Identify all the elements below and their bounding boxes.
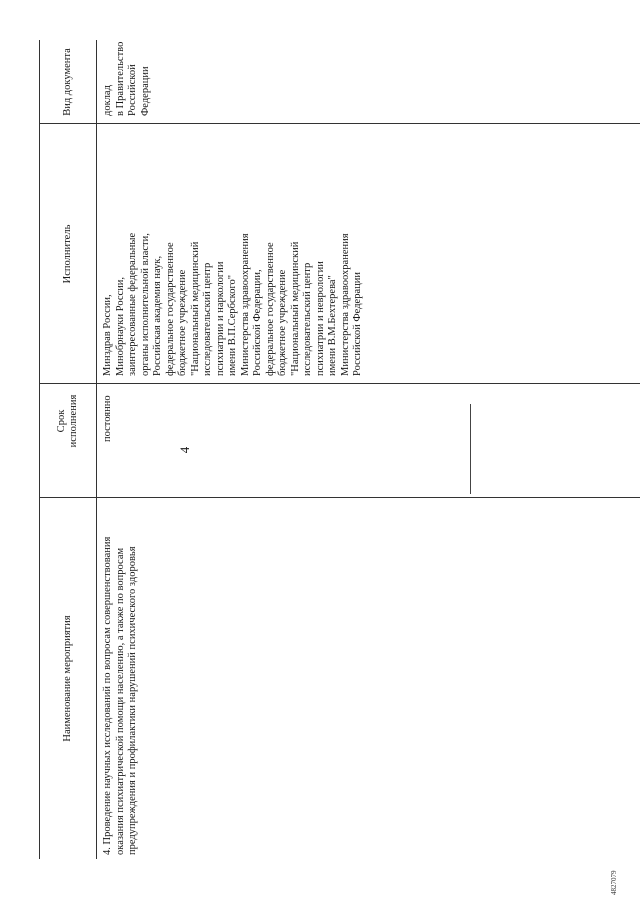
column-divider: [40, 123, 640, 124]
executor-line: имени В.М.Бехтерева": [327, 275, 338, 376]
executor-line: Российская академия наук,: [152, 255, 163, 376]
table-row-executor-cell: [102, 126, 365, 376]
name-line: оказания психиатрической помощи населению, а также по вопросам: [114, 547, 126, 855]
executor-line: Минздрав России,: [102, 294, 113, 376]
executor-line: органы исполнительной власти,: [139, 233, 151, 376]
header-name: Наименование мероприятия: [62, 615, 73, 742]
executor-line: психиатрии и наркологии: [214, 261, 226, 376]
executor-line: "Национальный медицинский: [189, 241, 201, 376]
name-line: предупреждения и профилактики нарушений психического здоровья: [127, 546, 138, 855]
header-doc-type: Вид документа: [62, 48, 73, 116]
executor-line: заинтересованные федеральные: [127, 232, 138, 376]
doc-type-line: Российской: [127, 64, 138, 116]
deadline-value: постоянно: [102, 395, 113, 442]
executor-line: Министерства здравоохранения: [239, 233, 251, 376]
doc-type-line: доклад: [102, 85, 113, 116]
executor-line: исследовательский центр: [302, 262, 313, 376]
end-separator-line: [470, 404, 471, 494]
header-executor: Исполнитель: [62, 224, 73, 284]
executor-line: психиатрии и неврологии: [314, 261, 326, 376]
column-divider: [40, 383, 640, 384]
column-divider: [40, 497, 640, 498]
action-plan-table: [39, 40, 640, 859]
doc-type-line: Федерации: [139, 66, 151, 116]
executor-line: Министерства здравоохранения: [339, 233, 351, 376]
executor-line: бюджетное учреждение: [177, 269, 188, 376]
executor-line: Российской Федерации: [352, 272, 363, 376]
executor-line: бюджетное учреждение: [277, 269, 288, 376]
executor-line: имени В.П.Сербского": [227, 274, 238, 376]
doc-type-line: в Правительство: [114, 41, 126, 116]
executor-line: федеральное государственное: [164, 242, 176, 376]
page-number: 4: [177, 446, 192, 454]
executor-line: Минобрнауки России,: [114, 276, 126, 376]
table-row-deadline-cell: [102, 382, 115, 442]
table-row-doc-type-cell: [102, 40, 152, 116]
executor-line: Российской Федерации,: [252, 269, 263, 376]
header-deadline: Срок исполнения: [56, 394, 79, 448]
table-row-name-cell: [102, 499, 140, 855]
header-divider: [96, 40, 97, 859]
executor-line: исследовательский центр: [202, 262, 213, 376]
document-code: 4827079: [610, 870, 618, 895]
name-line: 4. Проведение научных исследований по вопросам совершенствования: [102, 536, 113, 855]
executor-line: федеральное государственное: [264, 242, 276, 376]
executor-line: "Национальный медицинский: [289, 241, 301, 376]
